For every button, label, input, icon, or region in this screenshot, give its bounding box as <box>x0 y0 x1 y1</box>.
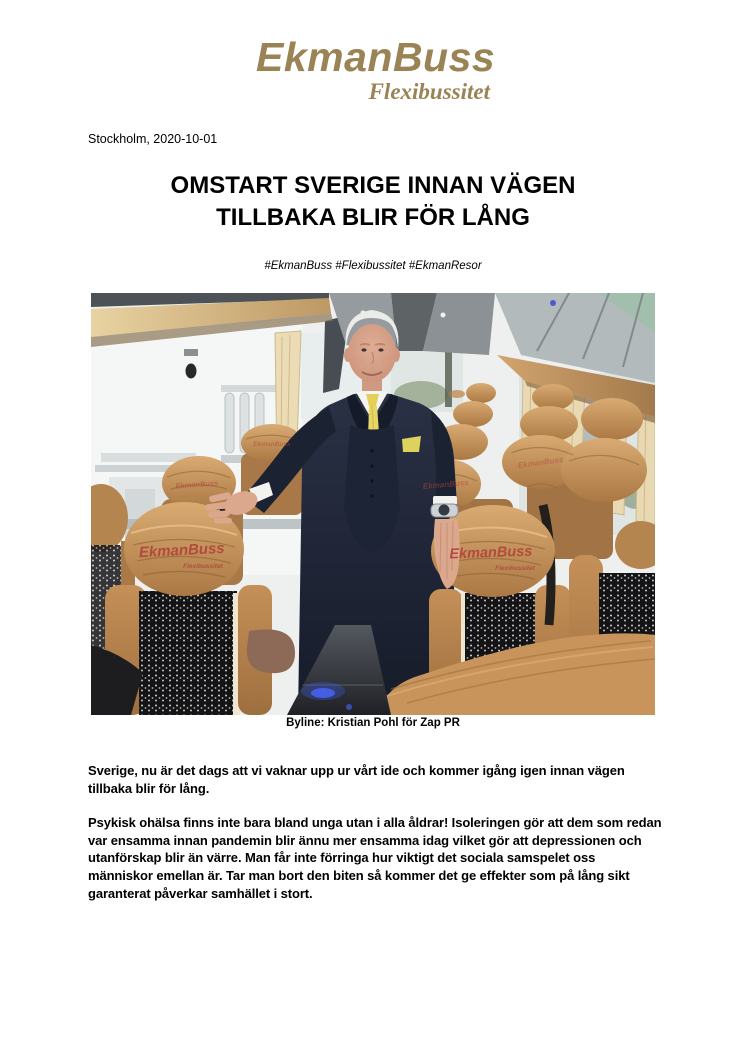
seat-brand-text: EkmanBuss <box>517 454 564 471</box>
bus-interior-photo <box>91 293 655 715</box>
dateline: Stockholm, 2020-10-01 <box>88 132 218 146</box>
paragraph-main: Psykisk ohälsa finns inte bara bland unga utan i alla åldrar! Isoleringen gör att dem som redan var ensamma innan pandemin blir ännu mer ensamma idag vilket gör att depressionen och utanförskap blir än värre. Man får inte förringa hur viktigt det sociala samspelet oss människor emellan är. Tar man bort den biten så kommer det ge effekter som på lång sikt garanterat påverkar samhället i stort. <box>88 815 662 901</box>
hashtags-line: #EkmanBuss #Flexibussitet #EkmanResor <box>264 260 482 272</box>
brand-logo <box>0 36 746 104</box>
title-line-1: OMSTART SVERIGE INNAN VÄGEN <box>170 172 576 199</box>
seat-tagline-text: Flexibussitet <box>183 563 223 570</box>
logo-brand-text: EkmanBuss <box>256 34 496 80</box>
body-text <box>88 762 662 919</box>
seat-brand-text: EkmanBuss <box>422 478 469 491</box>
page-title <box>0 170 746 234</box>
paragraph-intro: Sverige, nu är det dags att vi vaknar upp ur vårt ide och kommer igång igen innan vägen tillbaka blir för lång. <box>88 763 625 796</box>
press-photo <box>91 293 655 715</box>
seat-brand-text: EkmanBuss <box>138 539 226 562</box>
seat-brand-text: EkmanBuss <box>175 478 219 491</box>
seat-brand-text: EkmanBuss <box>253 441 291 448</box>
seat-brand-text: EkmanBuss <box>449 543 533 563</box>
logo-tagline-text: Flexibussitet <box>368 79 490 104</box>
photo-byline-caption: Byline: Kristian Pohl för Zap PR <box>286 717 460 729</box>
seat-tagline-text: Flexibussitet <box>495 565 535 572</box>
title-line-2: TILLBAKA BLIR FÖR LÅNG <box>216 204 530 231</box>
